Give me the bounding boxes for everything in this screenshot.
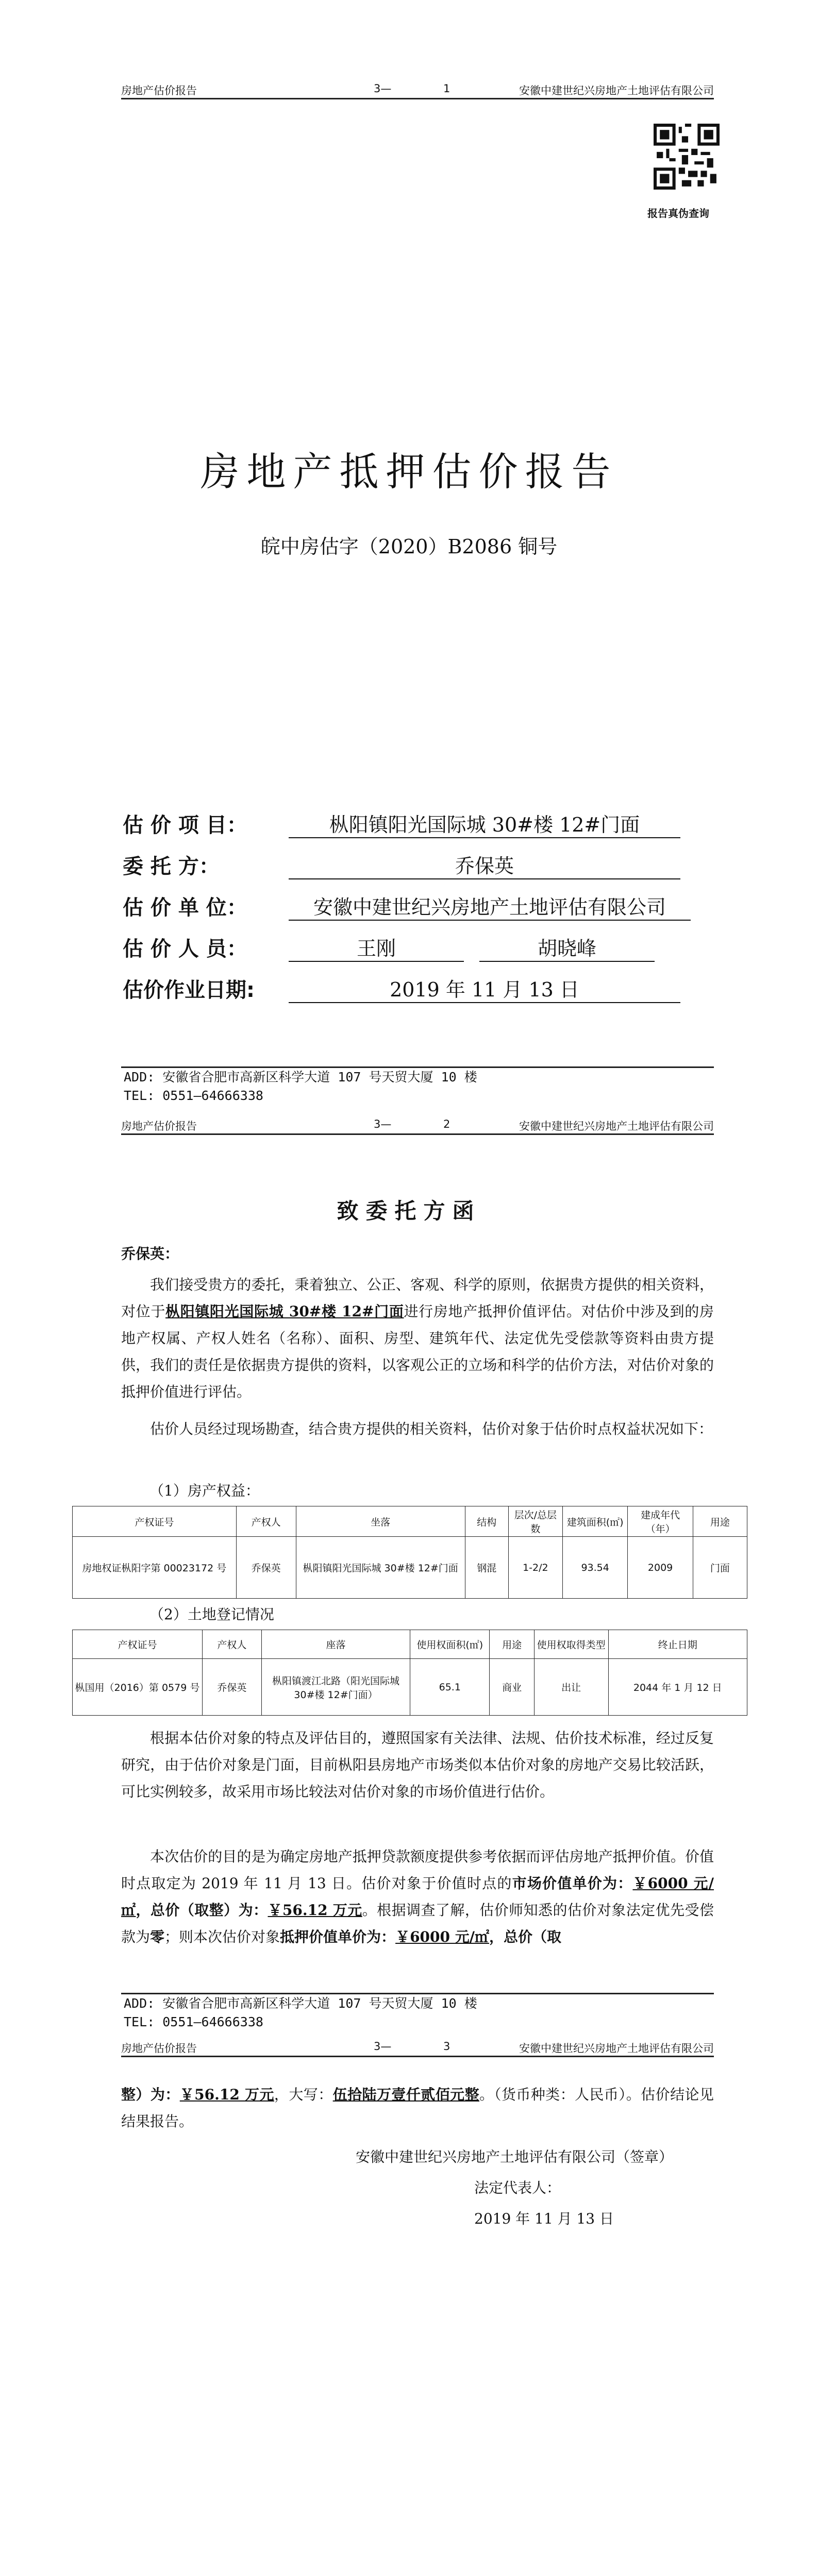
p5-amount-in-words: 伍拾陆万壹仟贰佰元整	[332, 2086, 480, 2103]
t1-cell-location: 枞阳镇阳光国际城 30#楼 12#门面	[296, 1537, 465, 1599]
field-value-client: 乔保英	[289, 850, 680, 879]
t2-head-use: 用途	[490, 1630, 534, 1659]
qr-caption: 报告真伪查询	[647, 207, 709, 219]
field-label-appraiser-org: 估 价 单 位：	[123, 896, 247, 920]
table2-caption-text: （2）土地登记情况	[149, 1606, 274, 1623]
signature-date: 2019 年 11 月 13 日	[474, 2210, 614, 2227]
t1-head-floors: 层次/总层数	[508, 1506, 562, 1537]
header-right: 安徽中建世纪兴房地产土地评估有限公司	[519, 84, 714, 97]
cover-page	[0, 0, 818, 1103]
signature-legal-rep: 法定代表人：	[474, 2179, 561, 2196]
t1-cell-floors: 1-2/2	[508, 1537, 562, 1599]
report-number: 皖中房估字（2020）B2086 铜号	[260, 535, 558, 558]
field-value-appraiser-org: 安徽中建世纪兴房地产土地评估有限公司	[289, 891, 691, 921]
header-page-number: 2	[443, 1118, 450, 1130]
table2-caption	[149, 1601, 356, 1628]
header-left: 房地产估价报告	[121, 2042, 197, 2055]
footer-address: ADD: 安徽省合肥市高新区科学大道 107 号天贸大厦 10 楼	[124, 1070, 477, 1084]
p1-location: 枞阳镇阳光国际城 30#楼 12#门面	[165, 1303, 404, 1320]
p4-market-total: ￥56.12 万元	[268, 1902, 362, 1919]
t2-head-area: 使用权面积(㎡)	[410, 1630, 490, 1659]
header-left: 房地产估价报告	[121, 1120, 197, 1132]
p4-priority-amount: 零	[150, 1928, 165, 1945]
header-mark: 3—	[374, 1118, 392, 1130]
header-mark: 3—	[374, 2040, 392, 2053]
field-label-appraisers: 估 价 人 员：	[123, 937, 247, 961]
footer-address: ADD: 安徽省合肥市高新区科学大道 107 号天贸大厦 10 楼	[124, 1996, 477, 2011]
letter-paragraph-4	[121, 1843, 714, 1951]
property-rights-table	[72, 1506, 747, 1599]
qr-code-icon	[654, 124, 720, 190]
t1-cell-use: 门面	[693, 1537, 747, 1599]
letter-salutation: 乔保英：	[121, 1245, 179, 1262]
page-footer	[121, 1066, 714, 1105]
letter-title: 致委托方函	[337, 1198, 481, 1224]
t1-head-structure: 结构	[465, 1506, 508, 1537]
land-registration-table	[72, 1630, 747, 1716]
t1-cell-year: 2009	[628, 1537, 693, 1599]
footer-tel: TEL: 0551—64666338	[124, 1088, 263, 1103]
t1-head-area: 建筑面积(㎡)	[562, 1506, 627, 1537]
letter-paragraph-3	[121, 1725, 714, 1805]
p4-text-k: ，总价（取	[489, 1928, 561, 1945]
t1-cell-cert: 房地权证枞阳字第 00023172 号	[73, 1537, 237, 1599]
t2-cell-area: 65.1	[410, 1659, 490, 1716]
field-value-work-date: 2019 年 11 月 13 日	[289, 974, 680, 1003]
p5-text-e: 。（货币种类：人民币）。估价结论见结果报告。	[121, 2086, 714, 2130]
p4-mortgage-label: 抵押价值单价为：	[280, 1928, 396, 1945]
letter-page	[0, 1107, 818, 2183]
t1-head-owner: 产权人	[236, 1506, 296, 1537]
header-page-number: 1	[443, 82, 450, 95]
t2-head-location: 座落	[261, 1630, 410, 1659]
p5-text-c: ，大写：	[274, 2086, 333, 2103]
p4-market-unit-price: ￥6000 元/㎡	[121, 1875, 714, 1919]
p5-text-a: 整）为：	[121, 2086, 180, 2103]
field-label-client: 委 托 方：	[123, 855, 220, 878]
p4-text-h: ；则本次估价对象	[164, 1928, 280, 1945]
header-page-number: 3	[443, 2040, 450, 2053]
t2-cell-type: 出让	[534, 1659, 608, 1716]
t1-cell-structure: 钢混	[465, 1537, 508, 1599]
t1-head-year: 建成年代（年）	[628, 1506, 693, 1537]
t2-cell-end: 2044 年 1 月 12 日	[608, 1659, 747, 1716]
header-right: 安徽中建世纪兴房地产土地评估有限公司	[519, 1120, 714, 1132]
t1-head-use: 用途	[693, 1506, 747, 1537]
t2-head-cert: 产权证号	[73, 1630, 203, 1659]
t2-cell-owner: 乔保英	[202, 1659, 261, 1716]
p4-market-label: 市场价值单价为：	[512, 1875, 633, 1892]
page-header	[121, 1118, 714, 1135]
page-header	[121, 2040, 714, 2057]
p4-mortgage-unit-price: ￥6000 元/㎡	[395, 1928, 489, 1945]
t2-cell-cert: 枞国用（2016）第 0579 号	[73, 1659, 203, 1716]
t2-cell-use: 商业	[490, 1659, 534, 1716]
field-value-appraiser-2: 胡晓峰	[479, 933, 655, 962]
p1-text-a: 我们接受贵方的委托，秉着独立、公正、客观、科学的原则，依据贵方提供的相关资料，对位于	[121, 1276, 714, 1320]
letter-paragraph-1	[121, 1272, 714, 1405]
t1-head-location: 坐落	[296, 1506, 465, 1537]
t1-head-cert: 产权证号	[73, 1506, 237, 1537]
p4-text-a: 本次估价的目的是为确定房地产抵押贷款额度提供参考依据而评估房地产抵押价值。价值时点取定为 2019 年 11 月 13 日。估价对象于价值时点的	[121, 1848, 714, 1892]
footer-tel: TEL: 0551—64666338	[124, 2014, 263, 2029]
field-value-appraiser-1: 王刚	[289, 933, 464, 962]
table1-caption-text: （1）房产权益：	[149, 1482, 260, 1499]
field-value-project: 枞阳镇阳光国际城 30#楼 12#门面	[289, 809, 680, 838]
field-label-project: 估 价 项 目：	[123, 814, 247, 837]
t2-head-type: 使用权取得类型	[534, 1630, 608, 1659]
t2-cell-location: 枞阳镇渡江北路（阳光国际城 30#楼 12#门面）	[261, 1659, 410, 1716]
table1-caption	[149, 1478, 356, 1504]
header-right: 安徽中建世纪兴房地产土地评估有限公司	[519, 2042, 714, 2055]
p4-total-label: ，总价（取整）为：	[136, 1902, 268, 1919]
t1-cell-area: 93.54	[562, 1537, 627, 1599]
t2-head-end: 终止日期	[608, 1630, 747, 1659]
report-title: 房地产抵押估价报告	[200, 449, 618, 495]
t1-cell-owner: 乔保英	[236, 1537, 296, 1599]
p3-text: 根据本估价对象的特点及评估目的，遵照国家有关法律、法规、估价技术标准，经过反复研究，由于估价对象是门面，目前枞阳县房地产市场类似本估价对象的房地产交易比较活跃，可比实例较多，故采用市场比较法对估价对象的市场价值进行估价。	[121, 1730, 714, 1800]
p2-text: 估价人员经过现场勘查，结合贵方提供的相关资料，估价对象于估价时点权益状况如下：	[150, 1420, 713, 1437]
p4-text-f: 。根据调查了解，估价师知悉的估价对象法定优先受偿款为	[121, 1902, 714, 1945]
page-footer	[121, 1993, 714, 2031]
letter-paragraph-5	[121, 2081, 714, 2135]
header-left: 房地产估价报告	[121, 84, 197, 97]
field-label-work-date: 估价作业日期:	[123, 978, 255, 1002]
header-mark: 3—	[374, 82, 392, 95]
letter-page-continued	[0, 2040, 818, 2576]
p5-mortgage-total: ￥56.12 万元	[179, 2086, 274, 2103]
page-header	[121, 82, 714, 99]
letter-paragraph-2	[121, 1416, 714, 1443]
t2-head-owner: 产权人	[202, 1630, 261, 1659]
signature-company: 安徽中建世纪兴房地产土地评估有限公司（签章）	[356, 2148, 674, 2165]
p1-text-b: 进行房地产抵押价值评估。对估价中涉及到的房地产权属、产权人姓名（名称）、面积、房型、建筑年代、法定优先受偿款等资料由贵方提供，我们的责任是依据贵方提供的资料，以客观公正的立场和科学的估价方法，对估价对象的抵押价值进行评估。	[121, 1303, 714, 1400]
